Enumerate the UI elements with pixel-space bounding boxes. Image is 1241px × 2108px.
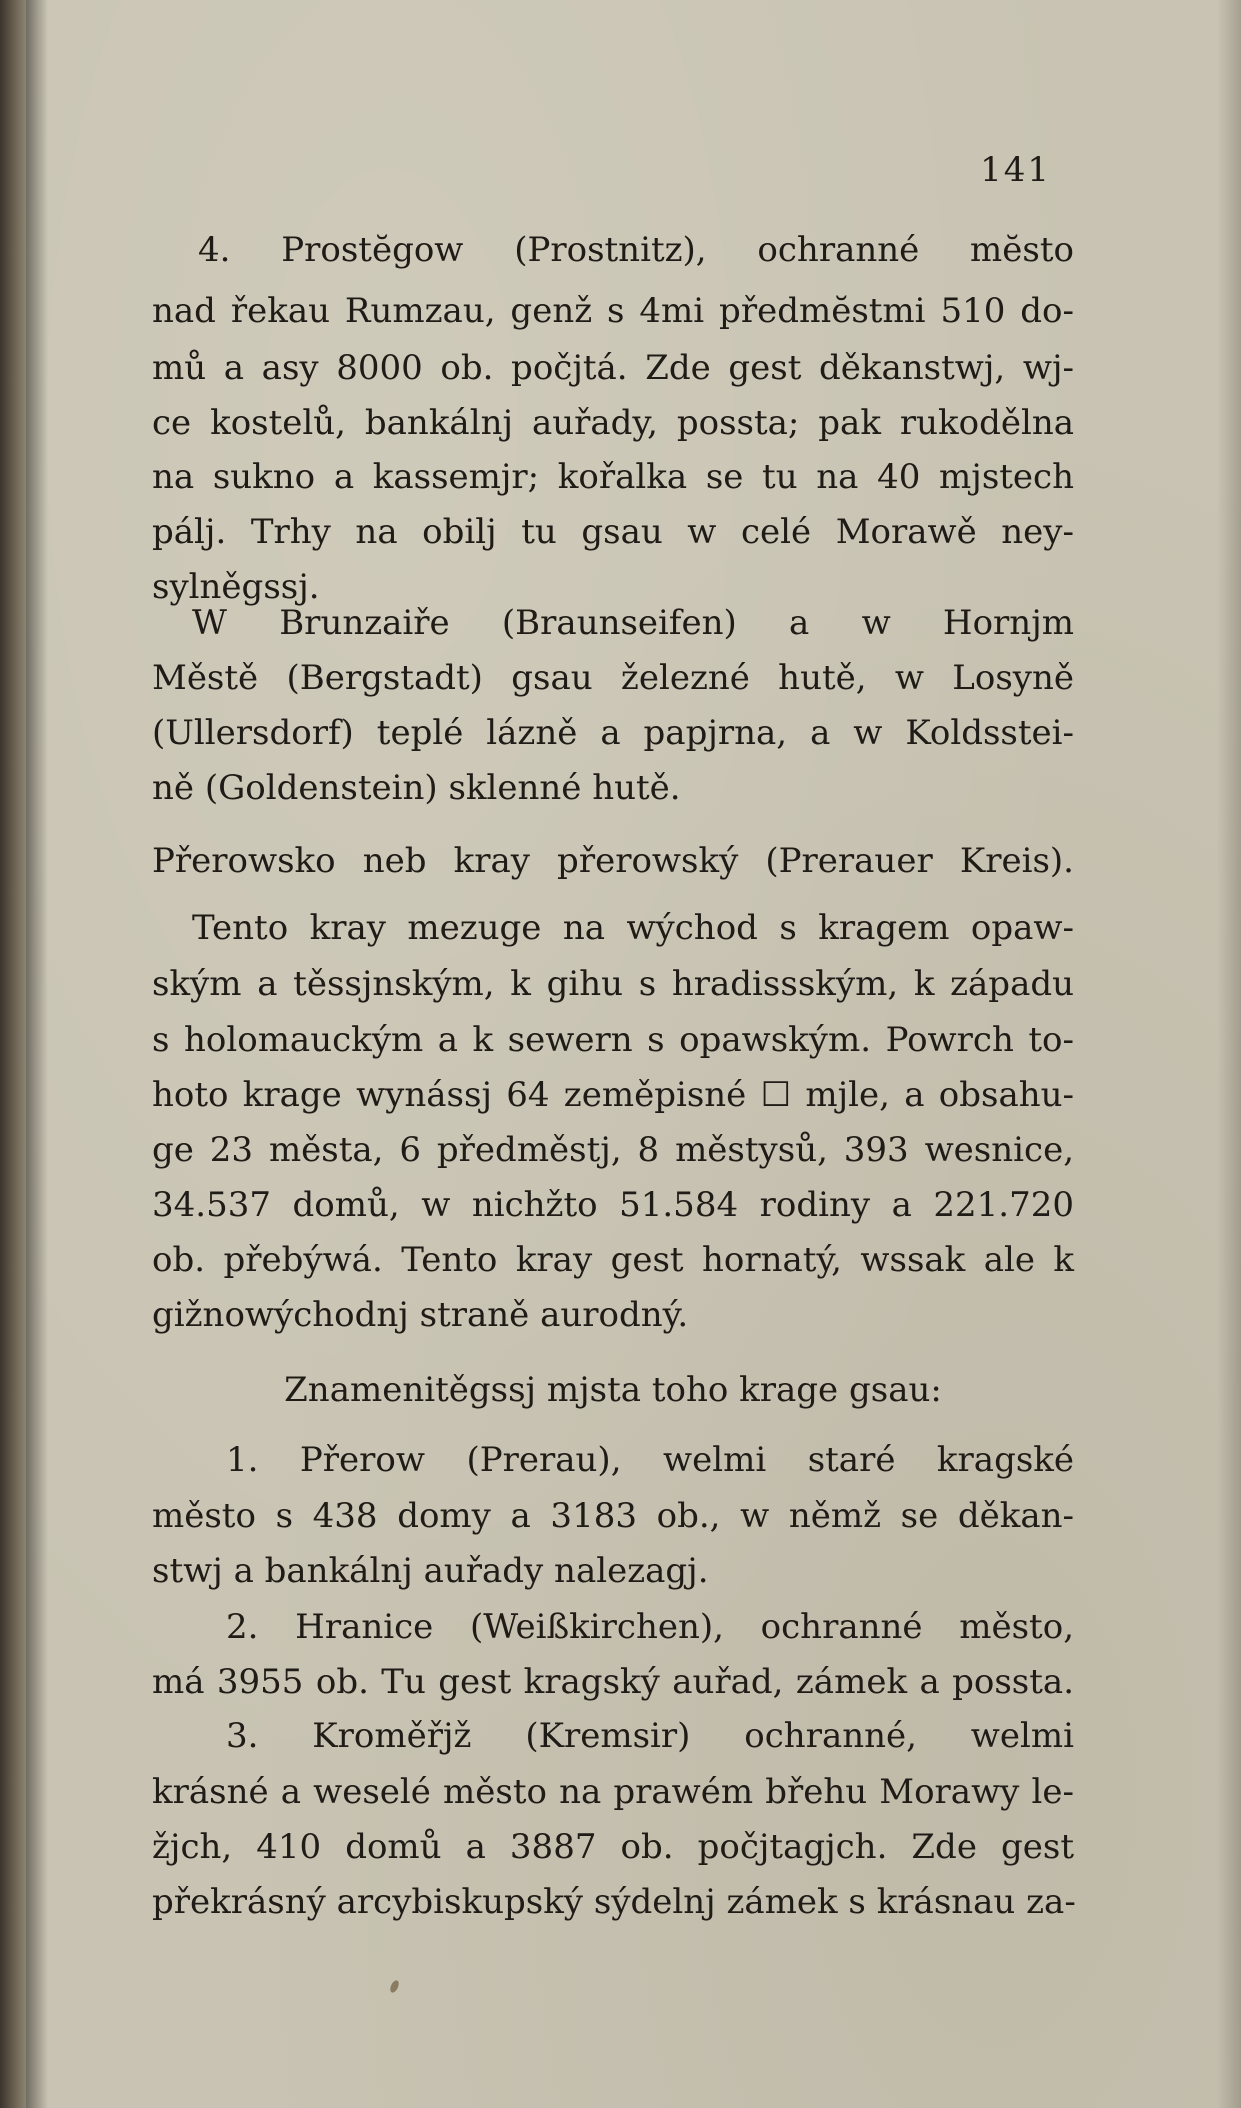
text-line: nad řekau Rumzau, genž s 4mi předmĕstmi 510 do- (152, 291, 1074, 331)
text-line: ge 23 města, 6 předměstj, 8 městysů, 393 wesnice, (152, 1130, 1074, 1170)
text-line: krásné a weselé město na prawém břehu Morawy le- (152, 1772, 1074, 1812)
text-line: žjch, 410 domů a 3887 ob. počjtagjch. Zde gest (152, 1827, 1074, 1867)
text-line: hoto krage wynássj 64 zeměpisné ☐ mjle, a obsahu- (152, 1075, 1074, 1115)
text-line: na sukno a kassemjr; kořalka se tu na 40 mjstech (152, 457, 1074, 497)
text-line: překrásný arcybiskupský sýdelnj zámek s krásnau za- (152, 1882, 1076, 1922)
text-line: Městě (Bergstadt) gsau železné hutě, w Losyně (152, 658, 1074, 698)
page-number: 141 (980, 150, 1051, 190)
page-text (26, 0, 1241, 2108)
text-line: 34.537 domů, w nichžto 51.584 rodiny a 221.720 (152, 1185, 1074, 1225)
binding-edge (0, 0, 26, 2108)
text-line: 4. Prostĕgow (Prostnitz), ochranné mĕsto (198, 230, 1074, 270)
subheading: Znamenitěgssj mjsta toho krage gsau: (284, 1370, 942, 1410)
text-line: pálj. Trhy na obilj tu gsau w celé Morawě ney- (152, 512, 1074, 552)
text-line: s holomauckým a k sewern s opawským. Powrch to- (152, 1020, 1074, 1060)
book-page (26, 0, 1241, 2108)
text-line: gižnowýchodnj straně aurodný. (152, 1295, 689, 1335)
text-line: 3. Kroměřjž (Kremsir) ochranné, welmi (226, 1716, 1074, 1756)
text-line: ce kostelů, bankálnj auřady, possta; pak rukodělna (152, 403, 1074, 443)
text-line: W Brunzaiře (Braunseifen) a w Hornjm (192, 603, 1074, 643)
text-line: ob. přebýwá. Tento kray gest hornatý, wssak ale k (152, 1240, 1074, 1280)
text-line: ským a těssjnským, k gihu s hradissským, k západu (152, 964, 1074, 1004)
text-line: sylněgssj. (152, 567, 320, 607)
text-line: město s 438 domy a 3183 ob., w němž se děkan- (152, 1496, 1074, 1536)
text-line: má 3955 ob. Tu gest kragský auřad, zámek a possta. (152, 1662, 1074, 1702)
text-line: 2. Hranice (Weißkirchen), ochranné město, (226, 1607, 1074, 1647)
section-heading: Přerowsko neb kray přerowský (Prerauer Kreis). (152, 841, 1074, 881)
text-line: Tento kray mezuge na wýchod s kragem opaw- (192, 908, 1074, 948)
ink-speck (389, 1979, 401, 1994)
text-line: mů a asy 8000 ob. počjtá. Zde gest děkanstwj, wj- (152, 348, 1074, 388)
text-line: (Ullersdorf) teplé lázně a papjrna, a w Koldsstei- (152, 713, 1074, 753)
text-line: stwj a bankálnj auřady nalezagj. (152, 1551, 709, 1591)
text-line: ně (Goldenstein) sklenné hutě. (152, 768, 681, 808)
text-line: 1. Přerow (Prerau), welmi staré kragské (226, 1440, 1074, 1480)
